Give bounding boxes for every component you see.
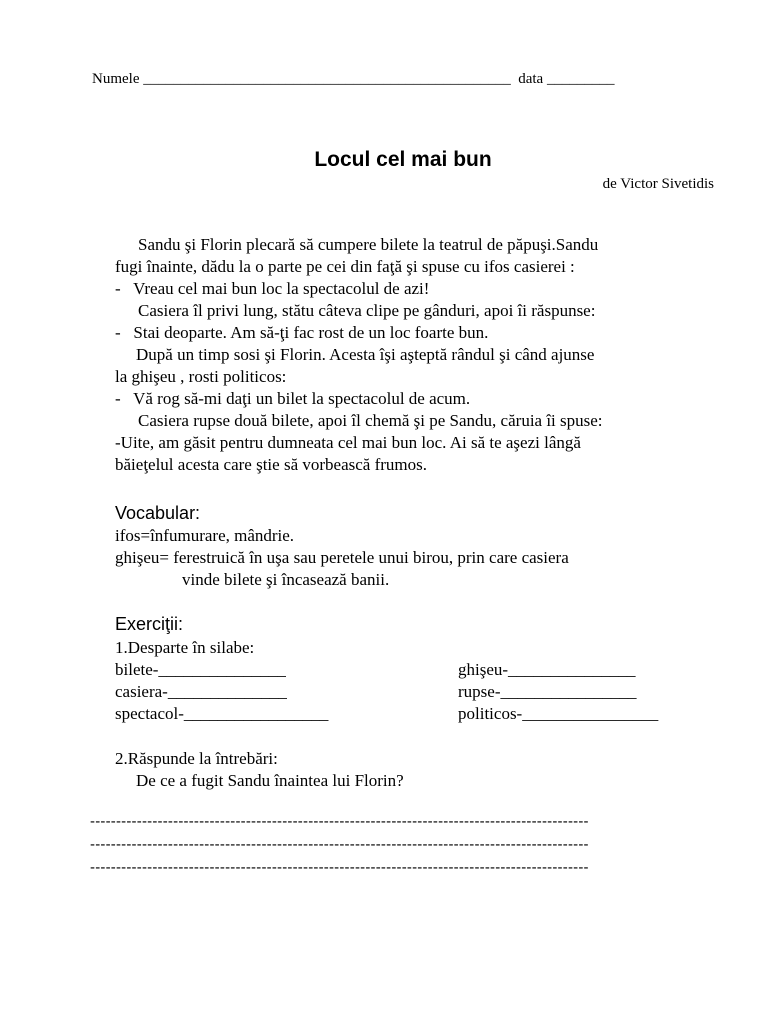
name-date-line: Numele _________________________________________________ data _________ [92,71,615,87]
vocabulary-line: ghişeu= ferestruică în uşa sau peretele unui birou, prin care casiera [115,548,569,567]
answer-line: ------------------------------------------------------------------------------------------------ [90,859,589,876]
story-line: fugi înainte, dădu la o parte pe cei din faţă şi spuse cu ifos casierei : [115,257,575,276]
syllable-item: politicos-________________ [458,704,659,723]
story-line: -Uite, am găsit pentru dumneata cel mai bun loc. Ai să te aşezi lângă [115,433,581,452]
story-line: Sandu şi Florin plecară să cumpere bilete la teatrul de păpuşi.Sandu [138,235,599,254]
answer-line: ------------------------------------------------------------------------------------------------ [90,813,589,830]
exercise-2-question: De ce a fugit Sandu înaintea lui Florin? [136,771,404,790]
story-line: la ghişeu , rosti politicos: [115,367,287,386]
story-line: Casiera rupse două bilete, apoi îl chemă şi pe Sandu, căruia îi spuse: [138,411,603,430]
story-line: Casiera îl privi lung, stătu câteva clipe pe gânduri, apoi îi răspunse: [138,301,596,320]
syllable-item: ghişeu-_______________ [458,660,636,679]
story-line: - Vă rog să-mi daţi un bilet la spectacolul de acum. [115,389,471,408]
story-line: După un timp sosi şi Florin. Acesta îşi aşteptă rândul şi când ajunse [136,345,595,364]
story-line: băieţelul acesta care ştie să vorbească frumos. [115,455,427,474]
exercise-2-title: 2.Răspunde la întrebări: [115,749,278,768]
syllable-item: rupse-________________ [458,682,637,701]
story-title: Locul cel mai bun [314,148,492,171]
syllable-item: casiera-______________ [115,682,287,701]
syllable-item: bilete-_______________ [115,660,286,679]
vocabulary-line: ifos=înfumurare, mândrie. [115,526,295,545]
vocabulary-heading: Vocabular: [115,503,201,523]
story-line: - Stai deoparte. Am să-ţi fac rost de un loc foarte bun. [115,323,489,342]
story-line: - Vreau cel mai bun loc la spectacolul de azi! [115,279,430,298]
syllable-item: spectacol-_________________ [115,704,329,723]
answer-line: ------------------------------------------------------------------------------------------------ [90,836,589,853]
vocabulary-line: vinde bilete şi încasează banii. [182,570,390,589]
exercises-heading: Exerciţii: [115,614,184,634]
story-author: de Victor Sivetidis [602,176,714,192]
exercise-1-title: 1.Desparte în silabe: [115,638,255,657]
